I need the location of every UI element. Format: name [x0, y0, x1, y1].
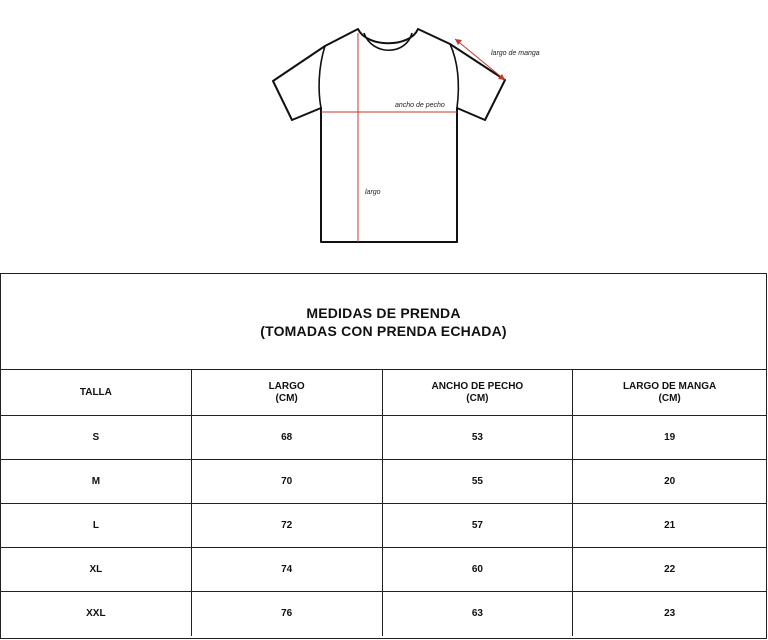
cell-largo: 72 — [192, 504, 383, 547]
cell-largo: 76 — [192, 592, 383, 636]
cell-largo: 70 — [192, 460, 383, 503]
header-ancho-label: ANCHO DE PECHO — [431, 380, 524, 392]
cell-ancho: 57 — [383, 504, 574, 547]
table-row — [1, 592, 766, 636]
cell-size: S — [1, 416, 192, 459]
table-row — [1, 504, 766, 548]
tshirt-outline — [273, 29, 505, 242]
length-label: largo — [365, 189, 381, 196]
cell-ancho: 60 — [383, 548, 574, 591]
cell-size: M — [1, 460, 192, 503]
header-ancho-unit: (CM) — [466, 392, 489, 404]
cell-manga: 20 — [664, 475, 676, 487]
cell-size: XXL — [1, 592, 192, 636]
table-row — [1, 548, 766, 592]
cell-manga: 23 — [664, 608, 676, 619]
table-row — [1, 460, 766, 504]
table-title — [1, 274, 766, 370]
header-talla — [1, 370, 192, 415]
tshirt-measurement-diagram — [0, 0, 768, 270]
table-title-line1: MEDIDAS DE PRENDA — [306, 304, 461, 321]
header-ancho-de-pecho — [383, 370, 574, 415]
cell-size: XL — [1, 548, 192, 591]
chest-label: ancho de pecho — [395, 102, 445, 109]
header-largo-label: LARGO — [268, 380, 305, 392]
header-largo — [192, 370, 383, 415]
cell-manga: 19 — [664, 431, 676, 443]
header-largo-unit: (CM) — [275, 392, 298, 404]
cell-manga: 22 — [664, 563, 676, 575]
header-talla-label: TALLA — [79, 386, 112, 398]
cell-ancho: 53 — [383, 416, 574, 459]
header-manga-label: LARGO DE MANGA — [622, 380, 717, 392]
cell-manga: 21 — [664, 519, 676, 531]
cell-size: L — [1, 504, 192, 547]
cell-ancho: 55 — [383, 460, 574, 503]
table-row — [1, 416, 766, 460]
cell-largo: 68 — [192, 416, 383, 459]
header-manga-unit: (CM) — [658, 392, 681, 404]
size-chart-table — [0, 273, 767, 639]
cell-largo: 74 — [192, 548, 383, 591]
sleeve-label: largo de manga — [491, 50, 540, 57]
table-title-line2: (TOMADAS CON PRENDA ECHADA) — [260, 322, 507, 339]
header-largo-de-manga — [573, 370, 766, 415]
table-header-row — [1, 370, 766, 416]
cell-ancho: 63 — [383, 592, 574, 636]
